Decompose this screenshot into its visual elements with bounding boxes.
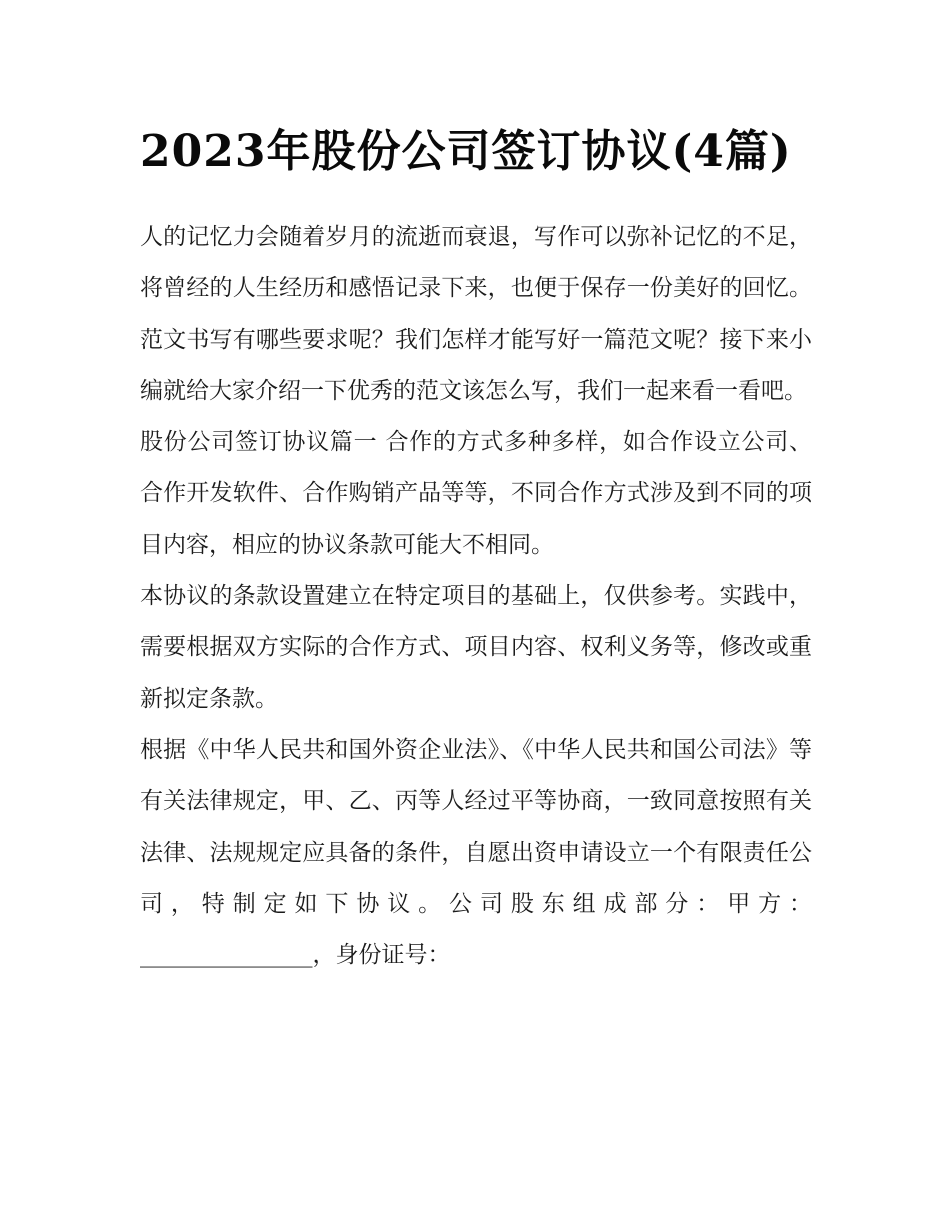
document-body — [140, 212, 812, 981]
document-title: 2023年股份公司签订协议(4篇) — [140, 126, 792, 177]
paragraph-reference-note: 本协议的条款设置建立在特定项目的基础上，仅供参考。实践中，需要根据双方实际的合作方式、项目内容、权利义务等，修改或重新拟定条款。 — [140, 583, 812, 712]
paragraph-legal-basis: 根据《中华人民共和国外资企业法》、《中华人民共和国公司法》等有关法律规定，甲、乙、丙等人经过平等协商，一致同意按照有关法律、法规规定应具备的条件，自愿出资申请设立一个有限责任公司，特制定如下协议。公司股东组成部分：甲方：_______________，身份证号： — [140, 736, 812, 969]
paragraph-intro: 人的记忆力会随着岁月的流逝而衰退，写作可以弥补记忆的不足，将曾经的人生经历和感悟记录下来，也便于保存一份美好的回忆。范文书写有哪些要求呢？我们怎样才能写好一篇范文呢？接下来小编就给大家介绍一下优秀的范文该怎么写，我们一起来看一看吧。 — [140, 224, 812, 404]
document-content — [140, 118, 812, 981]
paragraph-part-one: 股份公司签订协议篇一 合作的方式多种多样，如合作设立公司、合作开发软件、合作购销产品等等，不同合作方式涉及到不同的项目内容，相应的协议条款可能大不相同。 — [140, 429, 812, 558]
